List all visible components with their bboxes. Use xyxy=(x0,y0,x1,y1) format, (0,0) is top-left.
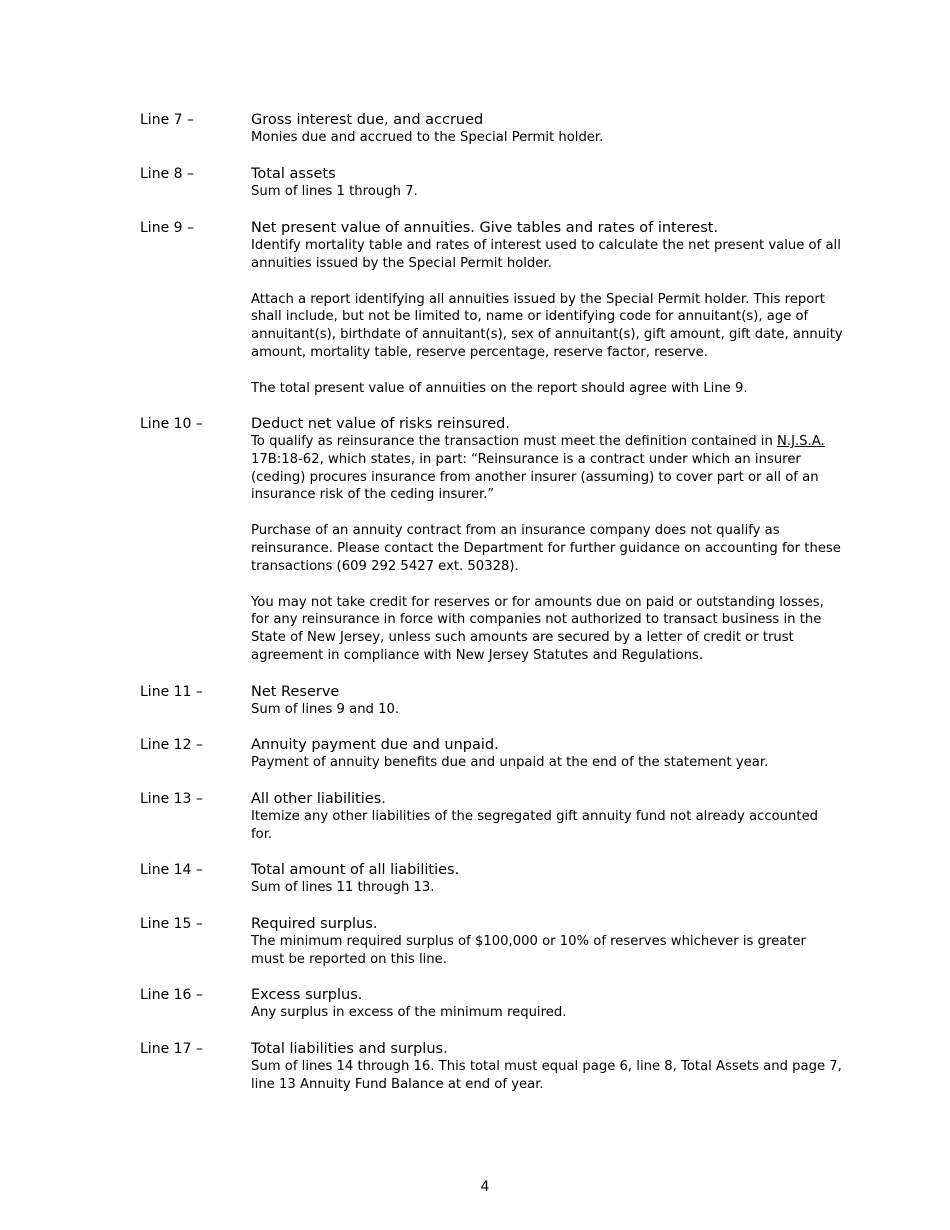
entry-body xyxy=(251,790,843,844)
line-label: Line 14 – xyxy=(140,862,203,878)
entry-paragraph: Sum of lines 1 through 7. xyxy=(251,184,418,199)
entry-body xyxy=(251,915,843,969)
entry-paragraph: Sum of lines 14 through 16. This total must equal page 6, line 8, Total Assets and page 7, line 13 Annuity Fund Balance at end of year. xyxy=(251,1059,842,1092)
entry-heading: All other liabilities. xyxy=(251,791,386,807)
entry-paragraph: The minimum required surplus of $100,000 or 10% of reserves whichever is greater must be reported on this line. xyxy=(251,934,806,967)
entry-paragraph: You may not take credit for reserves or for amounts due on paid or outstanding losses, for any reinsurance in force with companies not authorized to transact business in the State of New Jersey, unless such amounts are secured by a letter of credit or trust agreement in compliance with New Jersey Statutes and Regulations. xyxy=(251,594,824,663)
entry-paragraph: Attach a report identifying all annuities issued by the Special Permit holder. This report shall include, but not be limited to, name or identifying code for annuitant(s), age of annuitant(s), birthdate of annuitant(s), sex of annuitant(s), gift amount, gift date, annuity amount, mortality table, reserve percentage, reserve factor, reserve. xyxy=(251,291,843,360)
entry-heading: Total amount of all liabilities. xyxy=(251,862,460,878)
entry-heading: Excess surplus. xyxy=(251,987,363,1003)
entry-body xyxy=(251,986,843,1022)
entry-heading: Net present value of annuities. Give tables and rates of interest. xyxy=(251,220,719,236)
line-label: Line 9 – xyxy=(140,220,194,236)
entry-body xyxy=(251,861,843,897)
line-label: Line 17 – xyxy=(140,1041,203,1057)
entry-paragraph: Sum of lines 9 and 10. xyxy=(251,702,400,717)
entry-heading: Deduct net value of risks reinsured. xyxy=(251,416,510,432)
entry-body xyxy=(251,1040,843,1094)
line-label: Line 7 – xyxy=(140,112,194,128)
entry-paragraph: Payment of annuity benefits due and unpaid at the end of the statement year. xyxy=(251,755,769,770)
entry-body xyxy=(251,219,843,398)
entry-paragraph xyxy=(251,433,843,504)
entry-paragraph: Sum of lines 11 through 13. xyxy=(251,880,435,895)
entry-paragraph: Itemize any other liabilities of the segregated gift annuity fund not already accounted for. xyxy=(251,809,819,842)
entry-paragraph: Identify mortality table and rates of interest used to calculate the net present value of all annuities issued by the Special Permit holder. xyxy=(251,238,841,271)
entry-heading: Annuity payment due and unpaid. xyxy=(251,737,499,753)
line-label: Line 11 – xyxy=(140,684,203,700)
line-label: Line 13 – xyxy=(140,791,203,807)
entry-heading: Net Reserve xyxy=(251,684,340,700)
entry-paragraph: Any surplus in excess of the minimum required. xyxy=(251,1005,567,1020)
entry-paragraph: Purchase of an annuity contract from an insurance company does not qualify as reinsurance. Please contact the Department for further guidance on accounting for these transactions (609 292 5427 ext. 50328). xyxy=(251,523,841,574)
entry-paragraph: The total present value of annuities on the report should agree with Line 9. xyxy=(251,380,748,396)
line-label: Line 10 – xyxy=(140,416,203,432)
statute-citation: N.J.S.A. xyxy=(777,434,825,449)
line-label: Line 12 – xyxy=(140,737,203,753)
entry-body xyxy=(251,736,843,772)
page-number: 4 xyxy=(480,1179,490,1195)
paragraph-text: To qualify as reinsurance the transaction must meet the definition contained in xyxy=(251,434,773,449)
entry-heading: Required surplus. xyxy=(251,916,378,932)
paragraph-text: 17B:18-62, which states, in part: “Reinsurance is a contract under which an insurer (ceding) procures insurance from another insurer (assuming) to cover part or all of an insurance risk of the ceding insurer.” xyxy=(251,451,819,503)
entry-body xyxy=(251,165,843,201)
line-label: Line 8 – xyxy=(140,166,194,182)
entry-body xyxy=(251,415,843,665)
line-label: Line 15 – xyxy=(140,916,203,932)
line-label: Line 16 – xyxy=(140,987,203,1003)
entry-body xyxy=(251,111,843,147)
entry-body xyxy=(251,683,843,719)
entry-heading: Gross interest due, and accrued xyxy=(251,112,484,128)
entry-heading: Total liabilities and surplus. xyxy=(251,1041,448,1057)
entry-paragraph: Monies due and accrued to the Special Permit holder. xyxy=(251,130,604,145)
entry-heading: Total assets xyxy=(251,166,336,182)
